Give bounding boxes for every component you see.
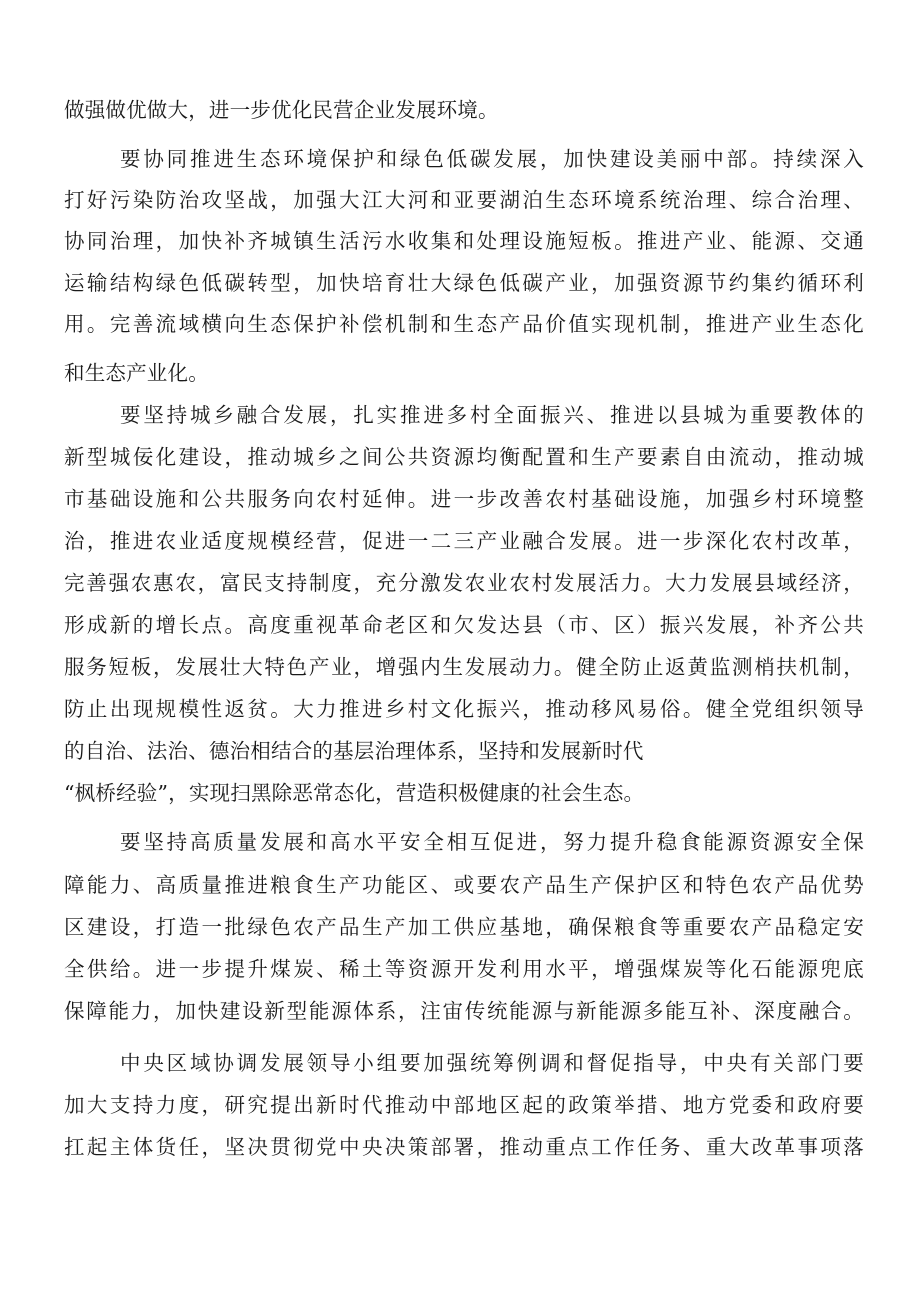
- text-line: 加大支持力度，研究提出新时代推动中部地区起的政策举措、地方党委和政府要: [64, 1093, 864, 1117]
- text-line: 做强做优做大，进一步优化民营企业发展环境。: [64, 98, 499, 122]
- text-line: 运输结构绿色低碳转型，加快培育壮大绿色低碳产业，加强资源节约集约循环利: [64, 271, 864, 295]
- text-line: 完善强农惠农，富民支持制度，充分激发农业农村发展活力。大力发展县域经济，: [64, 571, 864, 595]
- text-line: 服务短板，发展壮大特色产业，增强内生发展动力。健全防止返黄监测梢扶机制，: [64, 655, 864, 679]
- text-line: 要坚持城乡融合发展，扎实推进多村全面振兴、推进以县城为重要教体的: [120, 403, 864, 427]
- text-line: 中央区域协调发展领导小组要加强统筹例调和督促指导，中央有关部门要: [120, 1051, 864, 1075]
- text-line: 保障能力，加快建设新型能源体系，注宙传统能源与新能源多能互补、深度融合。: [64, 999, 864, 1023]
- text-line: 治，推进农业适度规模经营，促进一二三产业融合发展。进一步深化农村改革，: [64, 529, 864, 553]
- text-line: 市基础设施和公共服务向农村延伸。进一步改善农村基础设施，加强乡村环境整: [64, 487, 864, 511]
- text-line: 用。完善流域横向生态保护补偿机制和生态产品价值实现机制，推进产业生态化: [64, 312, 864, 336]
- text-line: 的自治、法治、德治相结合的基层治理体系，坚持和发展新时代: [64, 739, 644, 763]
- text-line: 全供给。进一步提升煤炭、稀土等资源开发利用水平，增强煤炭等化石能源兜底: [64, 957, 864, 981]
- text-line: 防止出现规模性返贫。大力推进乡村文化振兴，推动移风易俗。健全党组织领导: [64, 697, 864, 721]
- text-line: 协同治理，加快补齐城镇生活污水收集和处理设施短板。推进产业、能源、交通: [64, 229, 864, 253]
- text-line: 要坚持高质量发展和高水平安全相互促进，努力提升稳食能源资源安全保: [120, 830, 864, 854]
- text-line: 和生态产业化。: [64, 361, 209, 385]
- text-line: 扛起主体货任，坚决贯彻党中央决策部署，推动重点工作任务、重大改革事项落: [64, 1135, 864, 1159]
- text-line: “枫桥经验”，实现扫黑除恶常态化，营造积极健康的社会生态。: [64, 781, 645, 805]
- text-line: 打好污染防治攻坚战，加强大江大河和亚要湖泊生态环境系统治理、综合治理、: [64, 188, 864, 212]
- text-line: 障能力、高质量推进粮食生产功能区、或要农产品生产保护区和特色农产品优势: [64, 873, 864, 897]
- text-line: 新型城佞化建设，推动城乡之间公共资源均衡配置和生产要素自由流动，推动城: [64, 445, 864, 469]
- text-line: 形成新的增长点。高度重视革命老区和欠发达县（市、区）振兴发展，补齐公共: [64, 613, 864, 637]
- text-line: 区建设，打造一批绿色农产品生产加工供应基地，确保粮食等重要农产品稳定安: [64, 915, 864, 939]
- text-line: 要协同推进生态环境保护和绿色低碳发展，加快建设美丽中部。持续深入: [120, 147, 864, 171]
